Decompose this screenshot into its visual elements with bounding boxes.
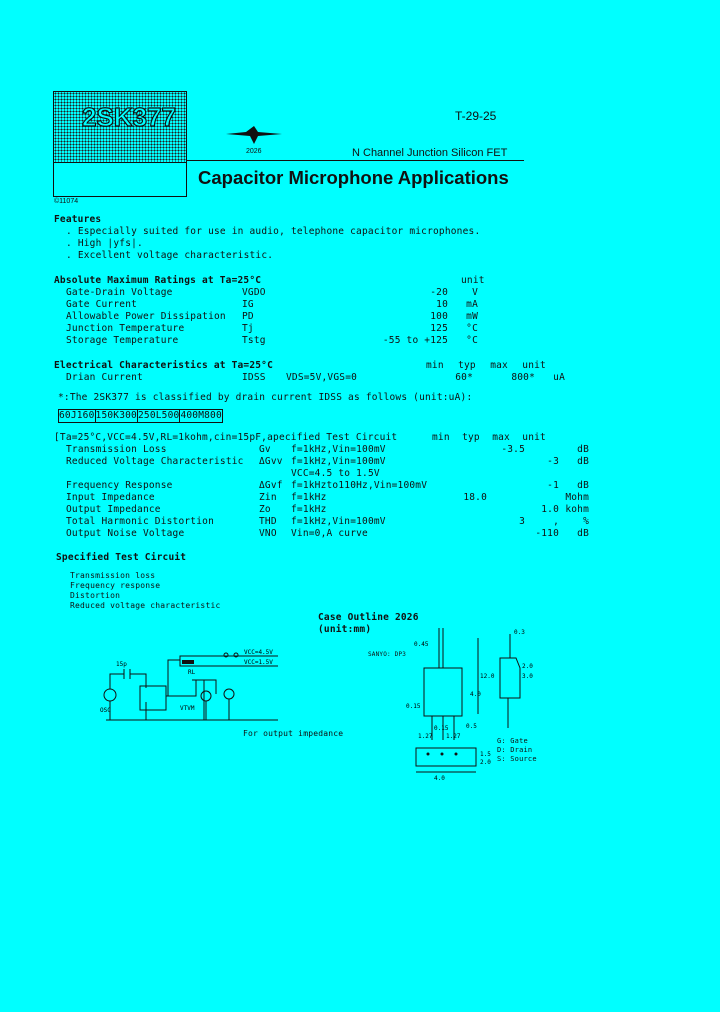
max-cell: -3 <box>547 456 559 467</box>
features-heading: Features <box>54 214 102 225</box>
table-row <box>66 528 589 540</box>
min-cell <box>441 480 487 492</box>
min-cell <box>441 516 487 528</box>
document-code: T-29-25 <box>455 109 497 123</box>
symbol-cell: Gv <box>259 444 271 455</box>
param-cell: Reduced Voltage Characteristic <box>66 456 244 467</box>
dim-label: 4.0 <box>470 691 481 698</box>
elec-col-headings-2 <box>432 432 546 443</box>
typ-cell: -3.5 <box>501 444 525 455</box>
unit-cell: dB <box>577 480 589 491</box>
table-row <box>66 311 478 323</box>
param-cell: Storage Temperature <box>66 335 179 346</box>
unit-cell: °C <box>466 335 478 346</box>
param-cell: Junction Temperature <box>66 323 185 334</box>
dim-label: 2.0 <box>480 759 491 766</box>
unit-cell: mA <box>466 299 478 310</box>
max-cell <box>525 468 559 480</box>
class-cell: J <box>70 410 77 421</box>
feature-item-3: . Excellent voltage characteristic. <box>66 250 274 261</box>
class-cell: 160 <box>76 410 95 421</box>
class-cell: 150 <box>95 410 114 421</box>
table-row <box>66 323 478 335</box>
dim-label: 2.0 <box>522 663 533 670</box>
part-number: 2SK377 <box>82 102 176 132</box>
col-min: min <box>432 432 450 443</box>
dim-label: 1.27 <box>446 733 461 740</box>
cap-label: 15p <box>116 661 127 668</box>
condition-cell: f=1kHz,Vin=100mV <box>291 516 386 527</box>
table-row <box>66 492 589 504</box>
logo-subtext: 2026 <box>246 148 262 155</box>
param-cell: Total Harmonic Distortion <box>66 516 214 527</box>
class-cell: M <box>198 410 205 421</box>
small-code: ©11074 <box>54 198 79 205</box>
min-cell <box>441 456 487 468</box>
value-cell: 125 <box>430 323 448 334</box>
typ-cell <box>487 480 525 492</box>
symbol-cell: Tstg <box>242 335 266 346</box>
feature-item-1: . Especially suited for use in audio, telephone capacitor microphones. <box>66 226 481 237</box>
table-row <box>66 287 478 299</box>
condition-cell: f=1kHz,Vin=100mV <box>291 444 386 455</box>
vcc1-label: VCC=4.5V <box>244 649 273 656</box>
list-item: Frequency response <box>70 581 161 590</box>
classification-note: *:The 2SK377 is classified by drain current IDSS as follows (unit:uA): <box>58 392 473 403</box>
max-cell: 800* <box>511 372 535 383</box>
class-cell: 250 <box>137 410 156 421</box>
unit-cell: dB <box>577 456 589 467</box>
dim-label: 1.27 <box>418 733 433 740</box>
part-number-box <box>53 91 187 163</box>
class-cell: 60 <box>59 410 71 421</box>
typ-cell <box>487 492 525 504</box>
sanyo-logo <box>224 124 284 150</box>
test-circuit-list <box>70 571 221 611</box>
elec-col-headings <box>426 360 546 371</box>
max-cell: 1.0 <box>541 504 559 515</box>
typ-cell <box>487 528 525 540</box>
value-cell: 100 <box>430 311 448 322</box>
list-item: Reduced voltage characteristic <box>70 601 221 610</box>
max-cell <box>525 492 559 504</box>
sanyo-package: SANYO: DP3 <box>368 651 407 658</box>
unit-cell <box>559 468 589 480</box>
table-row <box>66 372 565 384</box>
unit-cell: uA <box>553 372 565 383</box>
table-row <box>66 480 589 492</box>
rl-label: RL <box>188 669 196 676</box>
list-item: S: Source <box>497 755 537 763</box>
col-unit: unit <box>522 360 546 371</box>
feature-item-2: . High |yfs|. <box>66 238 143 249</box>
max-cell: , <box>553 516 559 527</box>
condition-cell: f=1kHz,Vin=100mV <box>291 456 386 467</box>
header-rule <box>187 160 524 161</box>
col-max: max <box>492 432 510 443</box>
table-row <box>66 468 589 480</box>
unit-cell: kohm <box>565 504 589 515</box>
param-cell: Output Impedance <box>66 504 161 515</box>
abs-max-table <box>66 287 478 347</box>
condition-cell: Vin=0,A curve <box>291 528 368 539</box>
typ-cell: 3 <box>519 516 525 527</box>
elec-char-table <box>66 444 589 540</box>
value-cell: -20 <box>430 287 448 298</box>
table-row <box>66 335 478 347</box>
package-pins-icon <box>427 753 458 756</box>
abs-max-heading: Absolute Maximum Ratings at Ta=25°C <box>54 275 262 286</box>
conditions-heading: [Ta=25°C,VCC=4.5V,RL=1kohm,cin=15pF,apecified Test Circuit <box>54 432 398 443</box>
symbol-cell: VGDO <box>242 287 266 298</box>
table-row <box>66 504 589 516</box>
class-cell: 800 <box>204 410 222 421</box>
symbol-cell: VNO <box>259 528 277 539</box>
value-cell: -55 to +125 <box>382 335 448 346</box>
symbol-cell: IG <box>242 299 254 310</box>
case-outline-drawing <box>404 628 554 788</box>
condition-cell: f=1kHz <box>291 504 327 515</box>
unit-cell: °C <box>466 323 478 334</box>
condition-cell: VCC=4.5 to 1.5V <box>291 468 380 479</box>
class-cell: K <box>113 410 120 421</box>
class-cell: 500 <box>161 410 180 421</box>
param-cell: Output Noise Voltage <box>66 528 185 539</box>
output-impedance-note: For output impedance <box>243 729 344 738</box>
dim-label: 1.5 <box>480 751 491 758</box>
max-cell <box>525 444 559 456</box>
symbol-cell: PD <box>242 311 254 322</box>
symbol-cell: ΔGvf <box>259 480 283 491</box>
param-cell <box>66 468 259 480</box>
abs-max-unit-heading: unit <box>461 275 485 286</box>
dim-label: 0.5 <box>466 723 477 730</box>
symbol-cell: IDSS <box>242 372 266 383</box>
min-cell <box>441 528 487 540</box>
class-cell: 300 <box>119 410 137 421</box>
typ-cell <box>487 456 525 468</box>
typ-cell <box>487 468 525 480</box>
dim-label: 0.15 <box>434 725 449 732</box>
unit-cell: dB <box>577 528 589 539</box>
dim-label: 4.0 <box>434 775 445 782</box>
test-circuit-heading: Specified Test Circuit <box>56 552 187 563</box>
osc-label: OSC <box>100 707 111 714</box>
typ-cell <box>473 372 499 384</box>
param-cell: Gate-Drain Voltage <box>66 287 173 298</box>
drain-current-row <box>66 372 565 384</box>
min-cell <box>441 444 487 456</box>
min-cell <box>441 468 487 480</box>
col-min: min <box>426 360 444 371</box>
min-cell: 60* <box>455 372 473 383</box>
test-circuit-diagram <box>96 640 286 730</box>
resistor-icon <box>182 660 194 664</box>
class-cell: L <box>155 410 162 421</box>
case-outline-unit: (unit:mm) <box>318 624 372 635</box>
device-type: N Channel Junction Silicon FET <box>352 147 508 159</box>
param-cell: Gate Current <box>66 299 138 310</box>
unit-cell: dB <box>577 444 589 455</box>
param-cell: Input Impedance <box>66 492 155 503</box>
list-item: Distortion <box>70 591 121 600</box>
dim-label: 12.0 <box>480 673 495 680</box>
classification-table <box>58 409 223 423</box>
vtvm-label: VTVM <box>180 705 195 712</box>
list-item: D: Drain <box>497 746 533 754</box>
unit-cell: % <box>583 516 589 527</box>
symbol-cell: ΔGvv <box>259 456 283 467</box>
table-row <box>66 456 589 468</box>
param-cell: Allowable Power Dissipation <box>66 311 226 322</box>
param-cell: Transmission Loss <box>66 444 167 455</box>
page-title: Capacitor Microphone Applications <box>198 167 509 188</box>
symbol-cell: Zo <box>259 504 271 515</box>
dim-label: 0.45 <box>414 641 429 648</box>
condition-cell: f=1kHz <box>291 492 327 503</box>
unit-cell: mW <box>466 311 478 322</box>
case-outline-heading: Case Outline 2026 <box>318 612 419 623</box>
part-number-blank-box <box>53 163 187 197</box>
vcc2-label: VCC=1.5V <box>244 659 273 666</box>
col-unit: unit <box>522 432 546 443</box>
symbol-cell <box>259 468 291 480</box>
elec-heading: Electrical Characteristics at Ta=25°C <box>54 360 274 371</box>
condition-cell: f=1kHzto110Hz,Vin=100mV <box>291 480 428 491</box>
dim-label: 3.0 <box>522 673 533 680</box>
symbol-cell: THD <box>259 516 277 527</box>
table-row <box>66 444 589 456</box>
param-cell: Drian Current <box>66 372 143 383</box>
symbol-cell: Zin <box>259 492 277 503</box>
col-max: max <box>490 360 508 371</box>
table-row <box>59 410 223 423</box>
col-typ: typ <box>458 360 476 371</box>
unit-cell: Mohm <box>565 492 589 503</box>
symbol-cell: Tj <box>242 323 254 334</box>
max-cell: -110 <box>535 528 559 539</box>
min-cell: 18.0 <box>463 492 487 503</box>
list-item: G: Gate <box>497 737 528 745</box>
class-cell: 400 <box>180 410 199 421</box>
pin-legend <box>497 737 537 764</box>
condition-cell: VDS=5V,VGS=0 <box>286 372 358 383</box>
dim-label: 0.15 <box>406 703 421 710</box>
dim-label: 0.3 <box>514 629 525 636</box>
max-cell: -1 <box>547 480 559 491</box>
col-typ: typ <box>462 432 480 443</box>
param-cell: Frequency Response <box>66 480 173 491</box>
min-cell <box>441 504 487 516</box>
list-item: Transmission loss <box>70 571 156 580</box>
typ-cell <box>487 504 525 516</box>
table-row <box>66 516 589 528</box>
value-cell: 10 <box>436 299 448 310</box>
table-row <box>66 299 478 311</box>
unit-cell: V <box>472 287 478 298</box>
